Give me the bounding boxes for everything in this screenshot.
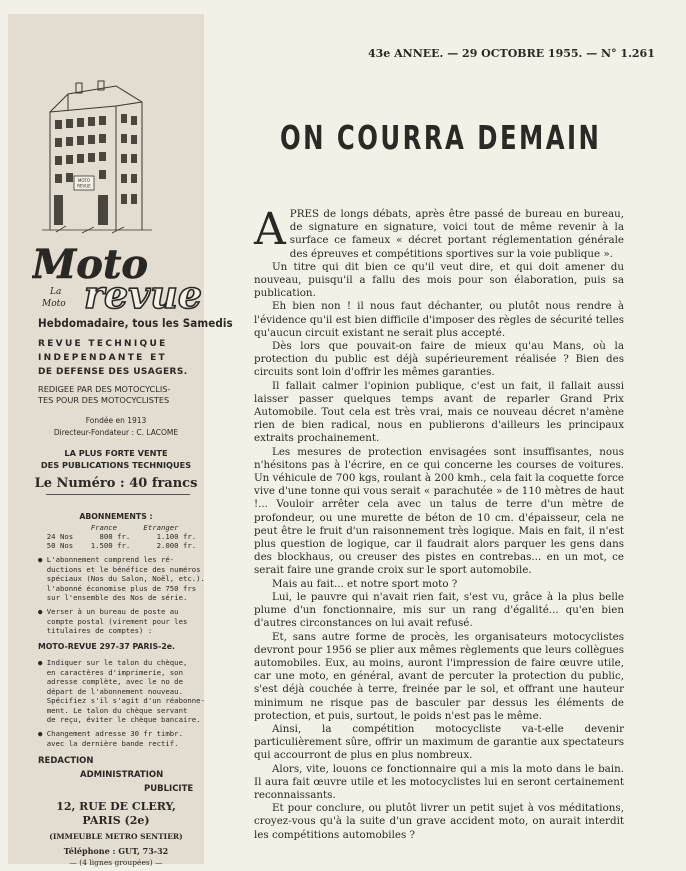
note-line: ● L'abonnement comprend les ré- [38,555,175,564]
note-line: compte postal (virement pour les [38,616,188,626]
note-line: ● Indiquer sur le talon du chèque, [38,658,188,667]
abonnements-row: 24 Nos 800 fr. 1.100 fr. [38,532,197,541]
note-line: ment. Le talon du chèque servant [38,705,188,715]
article-body [254,204,624,842]
svg-text:Moto: Moto [32,242,149,288]
administration-label: ADMINISTRATION [80,770,164,780]
dropcap: A [254,204,286,255]
article-paragraph: Eh bien non ! il nous faut déchanter, ou plutôt nous rendre à l'évidence qu'il est bien difficile d'imposer des règles de sécurité telles qu'aucun circuit existant ne serait plus accepté. [254,300,624,339]
article-paragraph: Alors, vite, louons ce fonctionnaire qui a mis la moto dans le bain. Il aura fait œuvre utile et les motocyclistes lui en seront certainement reconnaissants. [254,762,624,801]
forte-vente-line-1: LA PLUS FORTE VENTE [64,448,168,458]
redaction-label: REDACTION [38,756,94,766]
article-paragraph: Les mesures de protection envisagées sont insuffisantes, nous n'hésitons pas à l'écrire, en ce qui concerne les courses de voitures. Un véhicule de 700 kgs, roulant à 200 kmh., cela fait la coquette force vive d'une tonne qui vous serait « parachutée » de 110 mètres de haut !... Vouloir arrêter cela avec un talus de terre d'un mètre de profondeur, ou une murette de béton de 10 cm. d'épaisseur, cela ne peut être le fruit d'un raisonnement très logique. Mais en fait, il n'est plus question de logique, car il faudrait alors parquer les gens dans des blockhaus, ou creuser des pistes en contrebas... en un mot, ce serait faire une grande croix sur le sport automobile. [254,445,624,577]
fondee: Fondée en 1913 [85,416,147,425]
note-line: spéciaux (Nos du Salon, Noël, etc.). [38,574,205,583]
note-line: avec la dernière bande rectif. [38,738,179,748]
telephone: Téléphone : GUT, 73-32 [63,846,169,856]
svg-text:Moto: Moto [42,299,66,309]
note-line: adresse complète, avec le no de [38,677,183,686]
note-line: ● Verser à un bureau de poste au [38,607,179,616]
directeur: Directeur-Fondateur : C. LACOME [53,428,179,437]
abonnements-title: ABONNEMENTS : [79,512,153,521]
svg-text:REVUE: REVUE [77,183,91,189]
article-paragraph: Mais au fait... et notre sport moto ? [272,577,458,590]
article-paragraph: Il fallait calmer l'opinion publique, c'est un fait, il fallait aussi laisser passer quelques temps avant de reparler Grand Prix Automobile. Tout cela est très vrai, mais ce nouveau décret n'amène rien de bien radical, nous en publierons d'ailleurs les principaux extraits prochainement. [254,379,624,445]
redige-line-2: TES POUR DES MOTOCYCLISTES [38,395,170,405]
note-line: ● Changement adresse 30 fr timbr. [38,729,183,738]
abonnements-header: France Etranger [38,523,179,532]
immeuble: (IMMEUBLE METRO SENTIER) [49,832,183,841]
revue-line-2: INDEPENDANTE ET [38,353,167,363]
article-paragraph: Et, sans autre forme de procès, les organisateurs motocyclistes devront pour 1956 se plier aux mêmes règlements que leurs collègues automobiles. Eux, au moins, auront l'impression de faire œuvre utile, car une moto, en général, avant de percuter la protection du public, s'est déjà couchée à terre, freinée par le sol, et offrant une hauteur minimum ne risque pas de basculer par dessus les éléments de protection, et puis, surtout, le poids n'est pas le même. [254,630,624,722]
revue-line-3: DE DEFENSE DES USAGERS. [38,367,188,377]
publicite-label: PUBLICITE [144,784,194,794]
tagline: Hebdomadaire, tous les Samedis [38,316,233,330]
moto-revue-logo [32,242,212,312]
note-line: sur l'ensemble des Nos de série. [38,593,188,602]
note-line: en caractères d'imprimerie, son [38,667,183,677]
address-line-2: PARIS (2e) [82,814,150,827]
article-title: ON COURRA DEMAIN [280,118,602,157]
note-line: ductions et le bénéfice des numéros [38,564,201,574]
forte-vente-line-2: DES PUBLICATIONS TECHNIQUES [40,460,192,470]
note-line: l'abonné économise plus de 750 frs [38,583,197,593]
building-illustration [42,80,152,235]
address-line-1: 12, RUE DE CLERY, [56,800,176,813]
article-paragraph: APRES de longs débats, après être passé de bureau en bureau, de signature en signature, voici tout de même revenir à la surface ce fameux « décret portant réglementation générale des épreuves et compétitions sportives sur la voie publique ». [254,204,624,260]
svg-text:La: La [50,287,62,297]
note-line: titulaires de comptes) : [38,626,153,635]
note-line: départ de l'abonnement nouveau. [38,686,183,696]
note-line: Spécifiez s'il s'agit d'un réabonne- [38,696,205,705]
article-paragraph: Ainsi, la compétition motocycliste va-t-elle devenir particulièrement sûre, offrir un maximum de garantie aux spectateurs qui accourront de plus en plus nombreux. [254,722,624,762]
article-paragraph: Un titre qui dit bien ce qu'il veut dire, et qui doit amener du nouveau, puisqu'il a fallu des mois pour son élaboration, puis sa publication. [254,260,624,300]
redige-line-1: REDIGEE PAR DES MOTOCYCLIS- [38,384,171,394]
sidebar [8,14,233,867]
numero-price: Le Numéro : 40 francs [34,476,198,491]
building-sign: MOTO [77,178,91,183]
lignes-groupees: — (4 lignes groupées) — [69,858,163,867]
article-paragraph: Dès lors que pouvait-on faire de mieux qu'au Mans, où la protection du public est déjà supérieurement réalisée ? Bien des circuits sont loin d'offrir les mêmes garanties. [254,340,624,379]
svg-text:revue: revue [84,272,203,312]
article-paragraph: Lui, le pauvre qui n'avait rien fait, s'est vu, grâce à la plus belle plume d'un fonctionnaire, mis sur un rang d'égalité... qu'en bien d'autres circonstances on lui avait refusé. [254,590,624,630]
revue-line-1: REVUE TECHNIQUE [38,339,168,349]
issue-line: 43e ANNEE. — 29 OCTOBRE 1955. — N° 1.261 [368,47,655,60]
divider [46,494,190,495]
abonnements-row: 50 Nos 1.500 fr. 2.000 fr. [38,541,197,550]
article-paragraph: Et pour conclure, ou plutôt livrer un petit sujet à vos méditations, croyez-vous qu'à la suite d'un grave accident moto, on aurait interdit les compétitions automobiles ? [254,802,624,841]
compte-postal: MOTO-REVUE 297-37 PARIS-2e. [38,642,175,651]
note-line: de reçu, éviter le chèque bancaire. [38,715,201,724]
